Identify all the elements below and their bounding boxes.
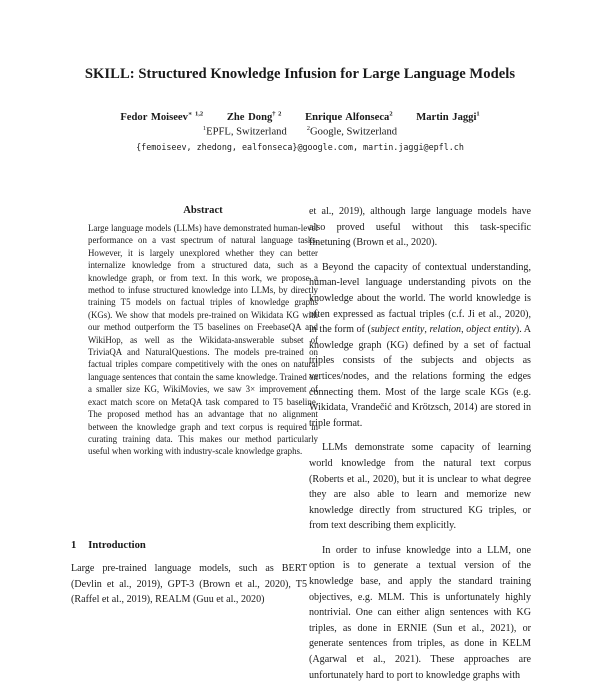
author bbox=[416, 112, 479, 123]
author bbox=[305, 112, 393, 123]
author-name: Martin Jaggi bbox=[416, 111, 477, 123]
affiliation-number: 2 bbox=[306, 125, 311, 132]
author-name: Zhe Dong bbox=[226, 111, 273, 123]
author-marks: 2 bbox=[389, 110, 393, 117]
right-column bbox=[309, 204, 531, 692]
author-emails: {femoiseev, zhedong, ealfonseca}@google.com, martin.jaggi@epfl.ch bbox=[136, 142, 464, 152]
author-marks: 1 bbox=[476, 110, 480, 117]
section-heading bbox=[71, 540, 146, 551]
paragraph: LLMs demonstrate some capacity of learning world knowledge from the natural text corpus (Roberts et al., 2020), but it is unclear to what degree they are also able to learn and memorize new knowledge directly from structured KG triples, or from text describing them explicitly. bbox=[309, 442, 531, 532]
affiliation-number: 1 bbox=[202, 125, 207, 132]
abstract-heading: Abstract bbox=[183, 205, 223, 216]
author bbox=[227, 112, 282, 123]
author bbox=[120, 112, 203, 123]
text-run: ). A knowledge graph (KG) defined by a set of factual triples consists of the subjects and objects as vertices/nodes, and the relations forming the edges connecting them. Most of the large scale KGs (e.g. Wikidata, Vrandečić and Krötzsch, 2014) are stored in triple format. bbox=[309, 324, 532, 429]
intro-text: Large pre-trained language models, such as BERT (Devlin et al., 2019), GPT-3 (Brown et al., 2020), T5 (Raffel et al., 2019), REALM (Guu et al., 2020) bbox=[71, 563, 307, 606]
author-name: Fedor Moiseev bbox=[120, 111, 188, 123]
paragraph bbox=[309, 260, 531, 432]
section-number: 1 bbox=[71, 540, 77, 551]
author-name: Enrique Alfonseca bbox=[305, 111, 390, 123]
section-title: Introduction bbox=[88, 540, 146, 551]
text-run: , bbox=[461, 324, 467, 336]
italic-term: relation bbox=[429, 324, 462, 336]
affiliation-name: EPFL, Switzerland bbox=[206, 126, 287, 138]
paper-title: SKILL: Structured Knowledge Infusion for Large Language Models bbox=[84, 66, 516, 82]
paragraph: In order to infuse knowledge into a LLM, one option is to generate a textual version of the knowledge base, and apply the standard training objectives, e.g. MLM. This is unfortunately highly nontrivial. One can either align sentences with KG triples, as done in ERNIE (Sun et al., 2021), or generate sentences from triples, as done in KELM (Agarwal et al., 2021). These approaches are unfortunately hard to port to knowledge graphs with bbox=[309, 544, 531, 681]
paragraph: et al., 2019), although large language models have also proved useful without this task-specific finetuning (Brown et al., 2020). bbox=[309, 206, 531, 249]
affiliations bbox=[0, 125, 600, 138]
author-marks: † 2 bbox=[272, 110, 282, 117]
affiliation-name: Google, Switzerland bbox=[310, 126, 398, 138]
text-run: Beyond the capacity of contextual understanding, human-level language understanding pivots on the knowledge about the world. The world knowledge is often expressed as factual triples (c.f. Ji et al., 2020), in the form of ( bbox=[309, 261, 531, 336]
author-marks: ∗ 1,2 bbox=[187, 110, 204, 117]
author-list bbox=[0, 109, 600, 123]
text-run: , bbox=[424, 324, 430, 336]
abstract-text: Large language models (LLMs) have demonstrated human-level performance on a vast spectrum of natural language tasks. However, it is largely unexplored whether they can better internalize knowledge from a structured data, such as a knowledge graph, or from text. In this work, we propose a method to infuse structured knowledge into LLMs, by directly training T5 models on factual triples of knowledge graphs (KGs). We show that models pre-trained on Wikidata KG with our method outperform the T5 baselines on FreebaseQA and WikiHop, as well as the Wikidata-answerable subset of TriviaQA and NaturalQuestions. The models pre-trained on factual triples compare competitively with the ones on natural language sentences that contain the same knowledge. Trained on a smaller size KG, WikiMovies, we saw 3× improvement of exact match score on MetaQA task compared to T5 baseline. The proposed method has an advantage that no alignment between the knowledge graph and text corpus is required in curating training data. This makes our method particularly useful when working with industry-scale knowledge graphs. bbox=[88, 223, 318, 457]
italic-term: object entity bbox=[466, 324, 516, 336]
italic-term: subject entity bbox=[370, 324, 425, 336]
